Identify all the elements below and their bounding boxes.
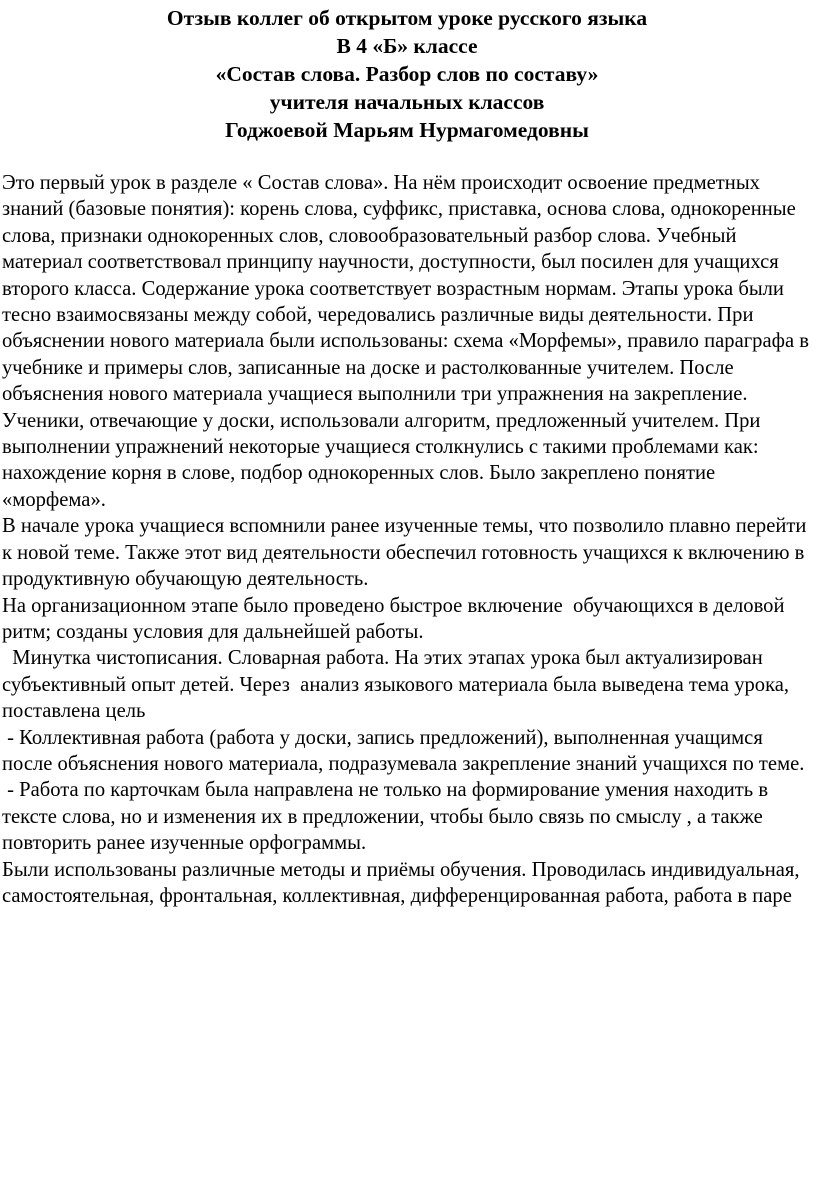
document-body: [2, 170, 815, 909]
paragraph: - Работа по карточкам была направлена не только на формирование умения находить в тексте слова, но и изменения их в предложении, чтобы было связь по смыслу , а также повторить ранее изученные орфограммы.: [2, 779, 774, 855]
paragraph: Минутка чистописания. Словарная работа. На этих этапах урока был актуализирован субъективный опыт детей. Через анализ языкового материала была выведена тема урока, поставлена цель: [2, 647, 795, 723]
paragraph: В начале урока учащиеся вспомнили ранее изученные темы, что позволило плавно перейти к новой теме. Также этот вид деятельности обеспечил готовность учащихся к включению в продуктивную обучающую деятельность.: [2, 515, 812, 591]
title-line: В 4 «Б» классе: [336, 34, 478, 58]
paragraph: Это первый урок в разделе « Состав слова». На нём происходит освоение предметных знаний (базовые понятия): корень слова, суффикс, приставка, основа слова, однокоренные слова, признаки однокоренных слов, словообразовательный разбор слова. Учебный материал соответствовал принципу научности, доступности, был посилен для учащихся второго класса. Содержание урока соответствует возрастным нормам. Этапы урока были тесно взаимосвязаны между собой, чередовались различные виды деятельности. При объяснении нового материала были использованы: схема «Морфемы», правило параграфа в учебнике и примеры слов, записанные на доске и растолкованные учителем. После объяснения нового материала учащиеся выполнили три упражнения на закрепление. Ученики, отвечающие у доски, использовали алгоритм, предложенный учителем. При выполнении упражнений некоторые учащиеся столкнулись с такими проблемами как: нахождение корня в слове, подбор однокоренных слов. Было закреплено понятие «морфема».: [2, 172, 815, 511]
title-line: Годжоевой Марьям Нурмагомедовны: [225, 118, 589, 142]
title-line: Отзыв коллег об открытом уроке русского языка: [166, 6, 648, 30]
paragraph: Были использованы различные методы и приёмы обучения. Проводилась индивидуальная, самостоятельная, фронтальная, коллективная, дифференцированная работа, работа в паре: [2, 858, 805, 907]
document-title: [2, 4, 812, 144]
paragraph: - Коллективная работа (работа у доски, запись предложений), выполненная учащимся после объяснения нового материала, подразумевала закрепление знаний учащихся по теме.: [2, 726, 805, 775]
title-line: «Состав слова. Разбор слов по составу»: [215, 62, 599, 86]
title-line: учителя начальных классов: [269, 90, 545, 114]
paragraph: На организационном этапе было проведено быстрое включение обучающихся в деловой ритм; созданы условия для дальнейшей работы.: [2, 594, 790, 643]
